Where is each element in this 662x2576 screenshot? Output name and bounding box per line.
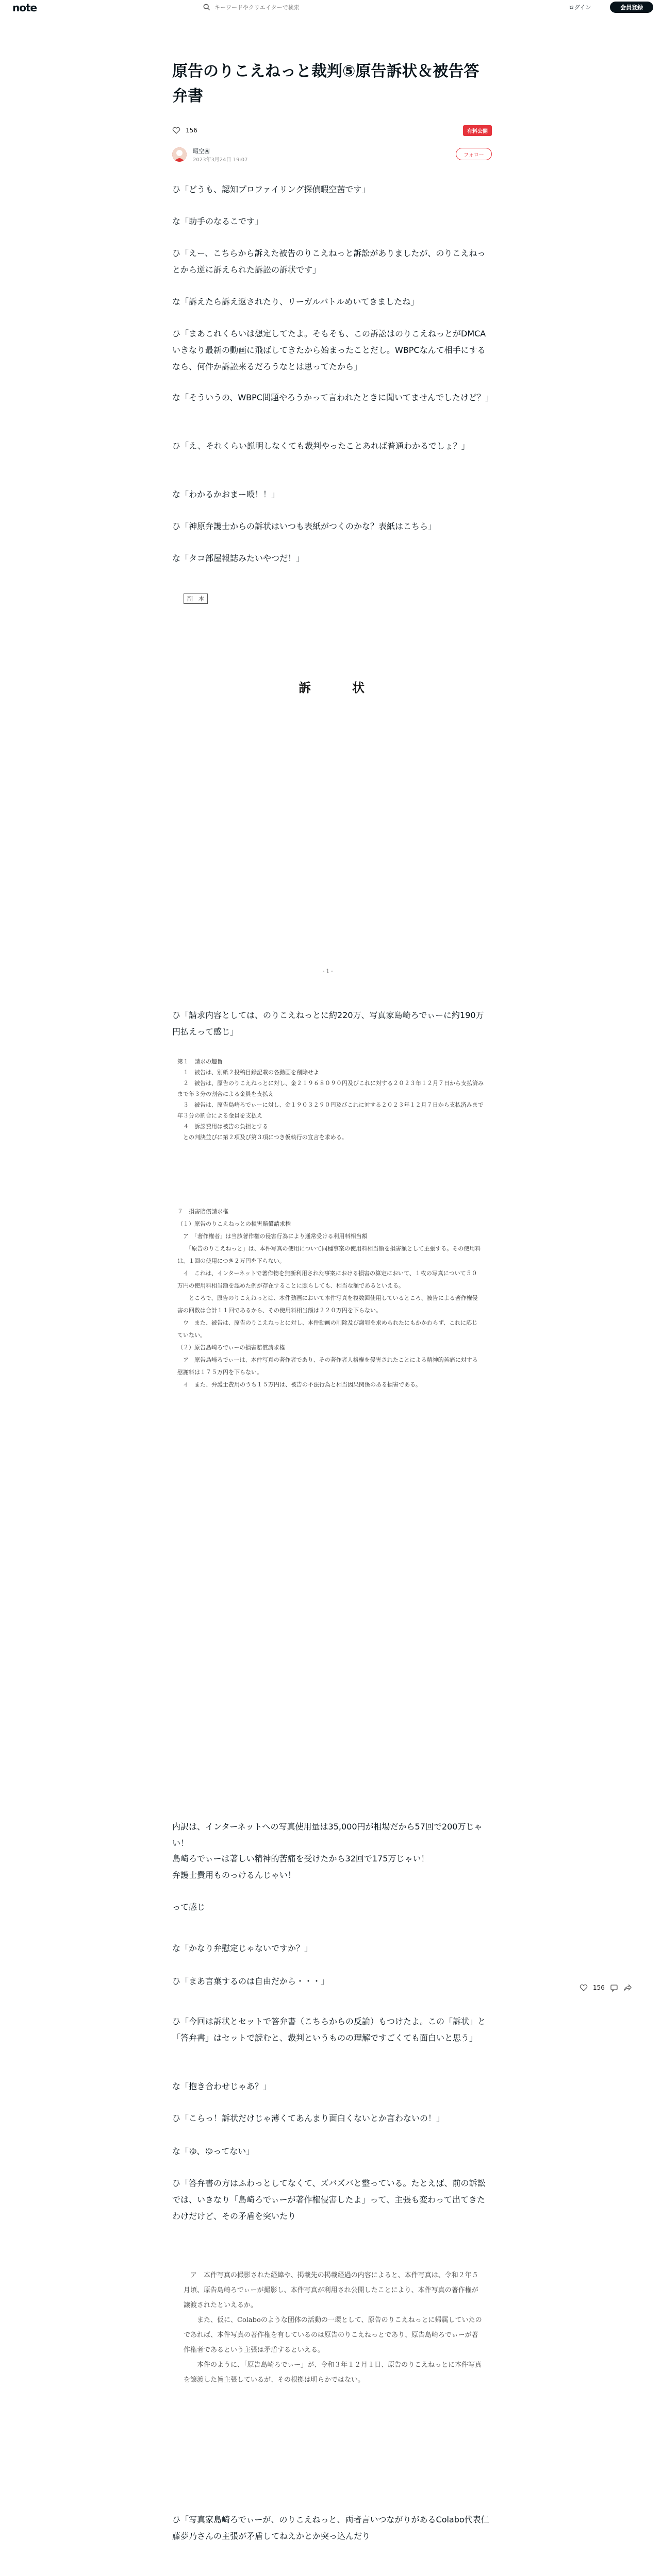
search-input[interactable] — [214, 4, 410, 11]
dialogue-line: ひ「神原弁護士からの訴状はいつも表紙がつくのかな？表紙はこちら」 — [172, 521, 437, 531]
meta-row — [172, 125, 492, 135]
dialogue-line: 弁護士費用ものっけるんじゃい！ — [172, 1870, 296, 1880]
like-count: 156 — [593, 1984, 605, 1991]
dialogue-line: な「わかるかおまー殴！！」 — [172, 489, 280, 499]
lawsuit-claims-image: 第１ 請求の趣旨 １ 被告は、別紙２投稿目録記載の各動画を削除せよ ２ 被告は、原告のりこえねっとに対し、金２１９６８０９０円及びこれに対する２０２３年１２月７日から支払済みまで年３分の割合による金員を支払え ３ 被告は、原告島崎ろでぃーに対し、金１９０３２９０円及びこれに対する２０２３年１２月７日から支払済みまで年３分の割合による金員を支払え ４ 訴訟費用は被告の負担とする との判決並びに第２項及び第３項につき仮執行の宣言を求める。 — [177, 1058, 484, 1141]
duplicate-stamp: 副 本 — [184, 594, 208, 604]
dialogue-line: ひ「今回は訴状とセットで答弁書（こちらからの反論）もつけたよ。この「訴状」と「答弁書」はセットで読むと、裁判というものの理解ですごくても面白いと思う」 — [172, 2016, 486, 2043]
dialogue-line: ひ「写真家島崎ろでぃーが、のりこえねっと、両者言いつながりがあるColabo代表仁藤夢乃さんの主張が矛盾してねえかとか突っ込んだり — [172, 2515, 489, 2541]
dialogue-line: ひ「こらっ！訴状だけじゃ薄くてあんまり面白くないとか言わないの！」 — [172, 2113, 445, 2123]
article-title: 原告のりこえねっと裁判⑤原告訴状＆被告答弁書 — [172, 62, 479, 105]
dialogue-line: な「タコ部屋報誌みたいやつだ！」 — [172, 553, 305, 563]
dialogue-line: ひ「請求内容としては、のりこえねっとに約220万、写真家島崎ろでぃーに約190万円払えって感じ」 — [172, 1010, 484, 1037]
search-icon — [203, 4, 210, 11]
dialogue-line: ひ「まあこれくらいは想定してたよ。そもそも、この訴訟はのりこえねっとがDMCAいきなり最新の動画に飛ばしてきたから始まったことだし。WBPCなんて相手にするなら、何件か訴訟来るだろうなとは思ってたから」 — [172, 329, 486, 371]
dialogue-line: な「助手のなるこです」 — [172, 216, 263, 226]
dialogue-line: って感じ — [172, 1902, 206, 1912]
login-link[interactable]: ログイン — [569, 4, 591, 11]
dialogue-line: 内訳は、インターネットへの写真使用量は35,000円が相場だから57回で200万じゃい！ — [172, 1822, 483, 1848]
like-count: 156 — [186, 127, 197, 134]
paid-badge: 有料公開 — [463, 125, 492, 136]
doc-page-number: - 1 - — [323, 969, 333, 974]
dialogue-line: ひ「どうも、認知プロファイリング探偵暇空茜です」 — [172, 184, 370, 194]
doc-heading: 訴 状 — [299, 680, 379, 695]
author-name[interactable]: 暇空茜 — [193, 148, 210, 155]
damages-image: ７ 損害賠償請求権 （１）原告のりこえねっとの損害賠償請求権 ア 「著作権者」は当該著作権の侵害行為により通常受ける利用料相当額 「原告のりこえねっと」は、本件写真の使用について同種事案の使用料相当額を損害額として主張する。その使用料は、１回の使用につき２万円を下らない。 イ これは、インターネットで著作物を無断利用された事案における損害の算定において、１枚の写真について５０万円の使用料相当額を認めた例が存在することに照らしても、相当な額であるといえる。 ところで、原告のりこえねっとは、本件動画において本件写真を複数回使用しているところ、被告による著作権侵害の回数は合計１１回であるから、その使用料相当額は２２０万円を下らない。 ウ また、被告は、原告のりこえねっとに対し、本件動画の削除及び謝罪を求められたにもかかわらず、これに応じていない。 （２）原告島崎ろでぃーの損害賠償請求権 ア 原告島崎ろでぃーは、本件写真の著作者であり、その著作者人格権を侵害されたことによる精神的苦痛に対する慰謝料は１７５万円を下らない。 イ また、弁護士費用のうち１５万円は、被告の不法行為と相当因果関係のある損害である。 — [177, 1208, 481, 1388]
dialogue-line: な「訴えたら訴え返されたり、リーガルバトルめいてきましたね」 — [172, 297, 419, 307]
dialogue-line: 島崎ろでぃーは著しい精神的苦痛を受けたから32回で175万じゃい！ — [172, 1854, 429, 1863]
dialogue-line: な「そういうの、WBPC問題やろうかって言われたときに聞いてませんでしたけど？」 — [172, 393, 493, 402]
side-actions — [580, 1984, 632, 1992]
dialogue-line: ひ「え、それくらい説明しなくても裁判やったことあれば普通わかるでしょ？」 — [172, 441, 470, 451]
dialogue-line: な「かなり弁慰定じゃないですか？」 — [172, 1943, 313, 1953]
answer-brief-image: ア 本件写真の撮影された経緯や、掲載先の掲載経過の内容によると、本件写真は、令和２年５月頃、原告島崎ろでぃーが撮影し、本件写真が利用され公開したことにより、本件写真の著作権が譲渡されたといえるか。 また、仮に、Colaboのような団体の活動の一環として、原告のりこえねっとに帰属していたのであれば、本件写真の著作権を有しているのは原告のりこえねっとであり、原告島崎ろでぃーが著作権者であるという主張は矛盾するといえる。 本件のように、「原告島崎ろでぃー」が、令和３年１２月１日、原告のりこえねっとに本件写真を譲渡した旨主張しているが、その根拠は明らかではない。 — [184, 2272, 482, 2384]
dialogue-line: ひ「えー、こちらから訴えた被告のりこえねっと訴訟がありましたが、のりこえねっとから逆に訴えられた訴訟の訴状です」 — [172, 248, 486, 275]
comment-icon[interactable] — [610, 1984, 618, 1992]
avatar[interactable] — [172, 147, 187, 162]
signup-button[interactable]: 会員登録 — [610, 2, 653, 13]
dialogue-line: ひ「まあ言葉するのは自由だから・・・」 — [172, 1976, 329, 1986]
heart-icon[interactable] — [580, 1984, 588, 1992]
dialogue-line: な「抱き合わせじゃあ？」 — [172, 2081, 272, 2091]
site-header — [0, 0, 662, 14]
heart-icon[interactable] — [172, 126, 180, 134]
dialogue-line: な「ゆ、ゆってない」 — [172, 2146, 255, 2156]
lawsuit-cover-image — [172, 587, 492, 979]
dialogue-line: ひ「答弁書の方はふわっとしてなくて、ズバズバと整っている。たとえば、前の訴訟では、いきなり「島崎ろでぃーが著作権侵害したよ」って、主張も変わって出てきたわけだけど、その矛盾を突いたり — [172, 2178, 486, 2221]
author-row — [172, 146, 492, 164]
search-box[interactable] — [203, 2, 420, 13]
share-icon[interactable] — [623, 1984, 632, 1992]
note-logo[interactable]: note — [12, 2, 37, 14]
post-date: 2023年3月24日 19:07 — [193, 157, 248, 163]
follow-button[interactable]: フォロー — [456, 148, 492, 160]
article — [172, 59, 492, 109]
